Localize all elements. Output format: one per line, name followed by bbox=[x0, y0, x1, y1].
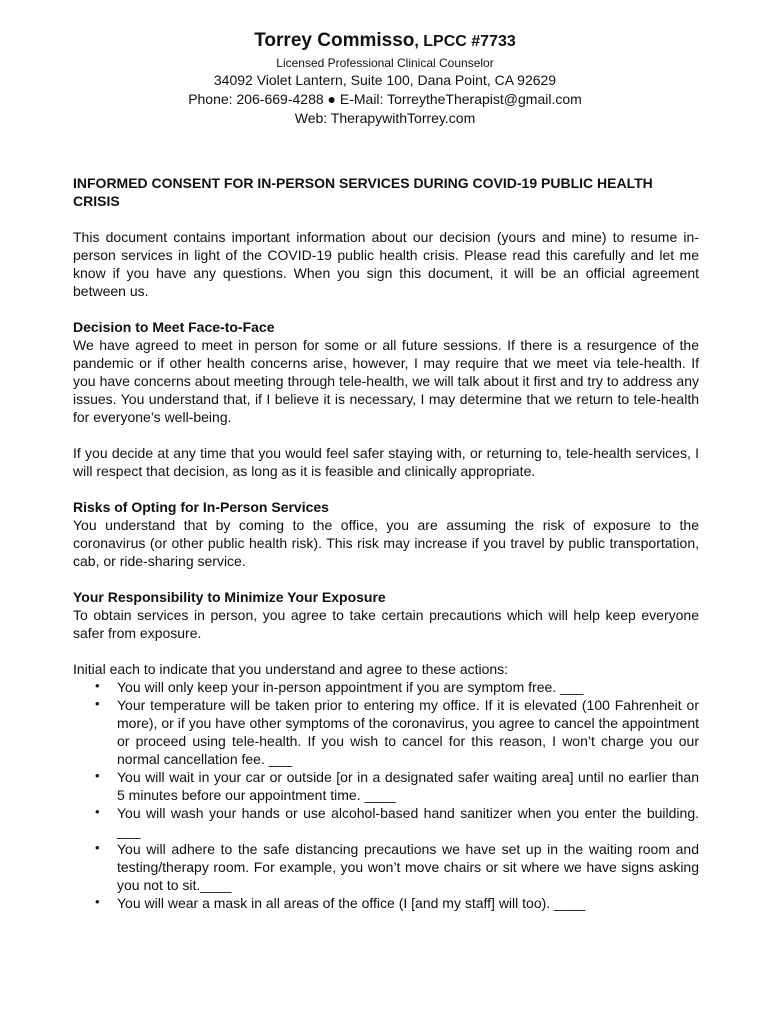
list-item-text: Your temperature will be taken prior to entering my office. If it is elevated (100 Fahrenheit or more), or if you have other symptoms of the coronavirus, you agree to cancel the appointment or proceed using tele-health. If you wish to cancel for this reason, I won’t charge you our normal cancellation fee. ___ bbox=[117, 697, 699, 767]
bullet-icon: • bbox=[95, 768, 100, 783]
bullet-icon: • bbox=[95, 696, 100, 711]
contact-line: Phone: 206-669-4288 ● E-Mail: TorreytheTherapist@gmail.com bbox=[188, 91, 582, 107]
list-item bbox=[73, 696, 699, 768]
practitioner-name-line bbox=[0, 28, 770, 55]
license-credential: , LPCC #7733 bbox=[414, 33, 516, 50]
responsibility-section bbox=[73, 588, 699, 912]
list-item-text: You will wash your hands or use alcohol-based hand sanitizer when you enter the building. ___ bbox=[117, 805, 699, 839]
practitioner-name: Torrey Commisso bbox=[254, 30, 415, 51]
list-item-text: You will only keep your in-person appointment if you are symptom free. ___ bbox=[117, 679, 584, 695]
list-item-text: You will wear a mask in all areas of the office (I [and my staff] will too). ____ bbox=[117, 895, 586, 911]
risks-paragraph: You understand that by coming to the office, you are assuming the risk of exposure to the coronavirus (or other public health risk). This risk may increase if you travel by public transportation, cab, or ride-sharing service. bbox=[73, 517, 699, 569]
list-item-text: You will adhere to the safe distancing precautions we have set up in the waiting room and testing/therapy room. For example, you won’t move chairs or sit where we have signs asking you not to sit.____ bbox=[117, 841, 699, 893]
list-item bbox=[73, 894, 699, 912]
website-line: Web: TherapywithTorrey.com bbox=[294, 110, 476, 126]
decision-heading: Decision to Meet Face-to-Face bbox=[73, 319, 275, 335]
list-item bbox=[73, 678, 699, 696]
letterhead bbox=[0, 28, 770, 128]
document-title: INFORMED CONSENT FOR IN-PERSON SERVICES DURING COVID-19 PUBLIC HEALTH CRISIS bbox=[73, 175, 653, 209]
bullet-icon: • bbox=[95, 804, 100, 819]
responsibility-heading: Your Responsibility to Minimize Your Exposure bbox=[73, 589, 386, 605]
list-item-text: You will wait in your car or outside [or in a designated safer waiting area] until no earlier than 5 minutes before our appointment time. ____ bbox=[117, 769, 699, 803]
intro-paragraph: This document contains important information about our decision (yours and mine) to resume in-person services in light of the COVID-19 public health crisis. Please read this carefully and let me know if you have any questions. When you sign this document, it will be an official agreement between us. bbox=[73, 229, 699, 299]
list-item bbox=[73, 768, 699, 804]
responsibility-paragraph: To obtain services in person, you agree to take certain precautions which will help keep everyone safer from exposure. bbox=[73, 607, 699, 641]
list-item bbox=[73, 804, 699, 840]
office-address: 34092 Violet Lantern, Suite 100, Dana Point, CA 92629 bbox=[213, 72, 557, 88]
list-item bbox=[73, 840, 699, 894]
decision-section bbox=[73, 318, 699, 480]
initial-instructions: Initial each to indicate that you understand and agree to these actions: bbox=[73, 661, 509, 677]
document-body bbox=[73, 174, 699, 912]
risks-heading: Risks of Opting for In-Person Services bbox=[73, 499, 329, 515]
decision-paragraph-1: We have agreed to meet in person for some or all future sessions. If there is a resurgence of the pandemic or if other health concerns arise, however, I may require that we meet via tele-health. If you have concerns about meeting through tele-health, we will talk about it first and try to address any issues. You understand that, if I believe it is necessary, I may determine that we return to tele-health for everyone’s well-being. bbox=[73, 337, 699, 425]
practitioner-title: Licensed Professional Clinical Counselor bbox=[276, 56, 494, 70]
bullet-icon: • bbox=[95, 678, 100, 693]
bullet-icon: • bbox=[95, 894, 100, 909]
risks-section bbox=[73, 498, 699, 570]
bullet-icon: • bbox=[95, 840, 100, 855]
decision-paragraph-2: If you decide at any time that you would feel safer staying with, or returning to, tele-health services, I will respect that decision, as long as it is feasible and clinically appropriate. bbox=[73, 445, 699, 479]
action-list bbox=[73, 678, 699, 912]
